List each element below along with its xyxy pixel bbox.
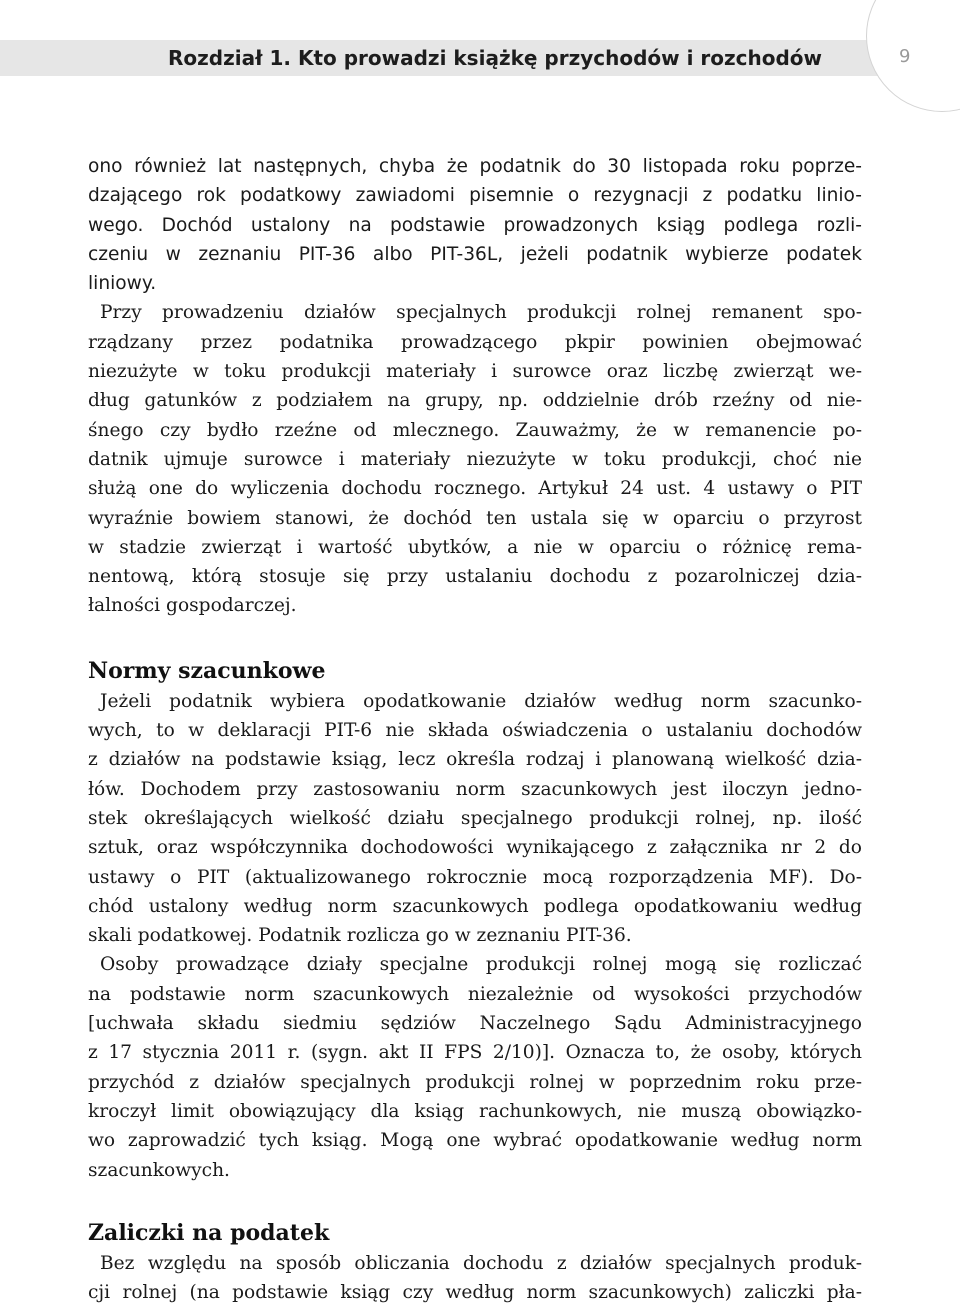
text-line: wo zaprowadzić tych ksiąg. Mogą one wybrać opodatkowanie według norm: [88, 1130, 862, 1152]
paragraph: [88, 950, 862, 1184]
text-line: skali podatkowej. Podatnik rozlicza go w zeznaniu PIT-36.: [88, 925, 632, 947]
chapter-title: Rozdział 1. Kto prowadzi książkę przychodów i rozchodów: [168, 46, 823, 70]
paragraph: [88, 152, 862, 298]
text-line: Bez względu na sposób obliczania dochodu z działów specjalnych produk-: [100, 1252, 862, 1274]
text-line: ono również lat następnych, chyba że podatnik do 30 listopada roku poprze-: [88, 156, 862, 177]
text-line: wych, to w deklaracji PIT-6 nie składa oświadczenia o ustalaniu dochodów: [88, 720, 862, 742]
text-line: Jeżeli podatnik wybiera opodatkowanie działów według norm szacunko-: [100, 690, 862, 712]
text-line: liniowy.: [88, 273, 157, 295]
text-line: dług gatunków z podziałem na grupy, np. oddzielnie drób rzeźny od nie-: [88, 390, 862, 412]
text-line: datnik ujmuje surowce i materiały niezużyte w toku produkcji, choć nie: [88, 448, 862, 470]
text-line: na podstawie norm szacunkowych niezależnie od wysokości przychodów: [88, 983, 862, 1005]
page-number: 9: [899, 46, 911, 67]
text-line: szacunkowych.: [88, 1159, 230, 1181]
paragraph: [88, 298, 862, 620]
text-line: nentową, którą stosuje się przy ustalaniu dochodu z pozarolniczej dzia-: [88, 566, 862, 588]
text-line: sztuk, oraz współczynnika dochodowości wynikającego z załącznika nr 2 do: [88, 837, 862, 859]
page-number-circle: [866, 0, 960, 112]
text-line: służą one do wyliczenia dochodu rocznego. Artykuł 24 ust. 4 ustawy o PIT: [88, 478, 862, 500]
text-line: z 17 stycznia 2011 r. (sygn. akt II FPS 2/10)]. Oznacza to, że osoby, których: [88, 1042, 862, 1064]
text-line: śnego czy bydło rzeźne od mlecznego. Zauważmy, że w remanencie po-: [88, 419, 862, 441]
text-line: dzającego rok podatkowy zawiadomi pisemnie o rezygnacji z podatku linio-: [88, 185, 862, 207]
text-line: wyraźnie bowiem stanowi, że dochód ten ustala się w oparciu o przyrost: [88, 507, 862, 529]
text-line: rządzany przez podatnika prowadzącego pkpir powinien obejmować: [88, 331, 862, 353]
section-heading: Normy szacunkowe: [88, 657, 326, 684]
text-line: niezużyte w toku produkcji materiały i surowce oraz liczbę zwierząt we-: [88, 361, 862, 383]
text-line: przychód z działów specjalnych produkcji rolnej w poprzednim roku prze-: [88, 1071, 862, 1093]
text-line: chód ustalony według norm szacunkowych podlega opodatkowaniu według: [88, 895, 862, 917]
text-line: stek określających wielkość działu specjalnego produkcji rolnej, np. ilość: [88, 807, 862, 829]
section-heading: Zaliczki na podatek: [88, 1219, 330, 1246]
paragraph: [88, 1249, 862, 1307]
text-line: łów. Dochodem przy zastosowaniu norm szacunkowych jest iloczyn jedno-: [88, 778, 862, 800]
page-content: [88, 152, 862, 1307]
text-line: cji rolnej (na podstawie ksiąg czy według norm szacunkowych) zaliczki pła-: [88, 1282, 862, 1304]
text-line: z działów na podstawie ksiąg, lecz określa rodzaj i planowaną wielkość dzia-: [88, 749, 862, 771]
paragraph: [88, 687, 862, 951]
text-line: czeniu w zeznaniu PIT-36 albo PIT-36L, jeżeli podatnik wybierze podatek: [88, 243, 862, 265]
text-line: ustawy o PIT (aktualizowanego rokrocznie mocą rozporządzenia MF). Do-: [88, 866, 862, 888]
text-line: wego. Dochód ustalony na podstawie prowadzonych ksiąg podlega rozli-: [88, 214, 862, 236]
text-line: Przy prowadzeniu działów specjalnych produkcji rolnej remanent spo-: [100, 302, 862, 324]
text-line: kroczył limit obowiązujący dla ksiąg rachunkowych, nie muszą obowiązko-: [88, 1100, 862, 1122]
text-line: łalności gospodarczej.: [88, 595, 297, 617]
text-line: w stadzie zwierząt i wartość ubytków, a nie w oparciu o różnicę rema-: [88, 536, 862, 558]
text-line: [uchwała składu siedmiu sędziów Naczelnego Sądu Administracyjnego: [88, 1013, 862, 1035]
text-line: Osoby prowadzące działy specjalne produkcji rolnej mogą się rozliczać: [100, 954, 862, 976]
